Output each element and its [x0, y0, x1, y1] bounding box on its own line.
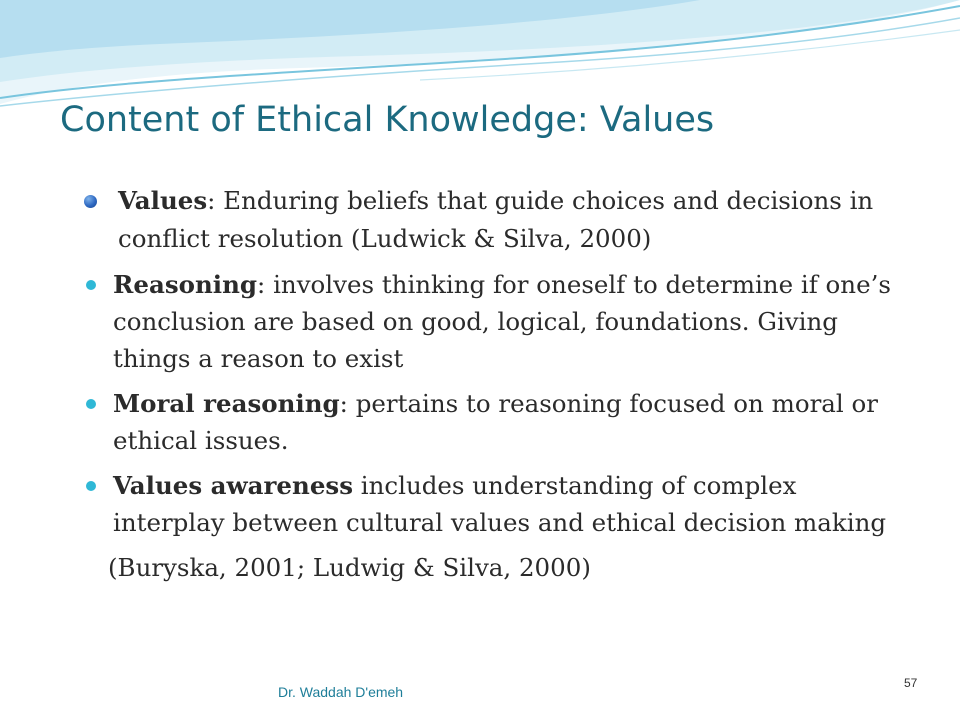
bullet-text: : involves thinking for oneself to determine if one’s conclusion are based on good, logical, foundations. Giving things a reason to exist — [113, 270, 891, 373]
page-number: 57 — [904, 676, 918, 690]
bullet-item-reasoning — [80, 266, 900, 377]
bullet-item-values — [80, 182, 900, 258]
citation: (Buryska, 2001; Ludwig & Silva, 2000) — [108, 553, 591, 582]
bullet-text: includes understanding of complex interplay between cultural values and ethical decision making — [113, 471, 887, 537]
footer-author: Dr. Waddah D'emeh — [278, 684, 404, 700]
bullet-text: : Enduring beliefs that guide choices and decisions in conflict resolution (Ludwick & Silva, 2000) — [118, 186, 874, 253]
bullet-item-moral-reasoning — [80, 385, 900, 459]
bullet-term: Moral reasoning — [113, 389, 340, 418]
bullet-dot-icon — [86, 280, 96, 290]
bullet-term: Values — [118, 186, 208, 215]
bullet-list — [80, 182, 900, 586]
bullet-item-values-awareness — [80, 467, 900, 541]
bullet-term: Values awareness — [113, 471, 353, 500]
bullet-text: : pertains to reasoning focused on moral or ethical issues. — [113, 389, 878, 455]
bullet-dot-icon — [86, 481, 96, 491]
bullet-term: Reasoning — [113, 270, 258, 299]
bullet-dot-icon — [86, 399, 96, 409]
bullet-dot-icon — [84, 195, 97, 208]
slide-title: Content of Ethical Knowledge: Values — [60, 100, 715, 140]
